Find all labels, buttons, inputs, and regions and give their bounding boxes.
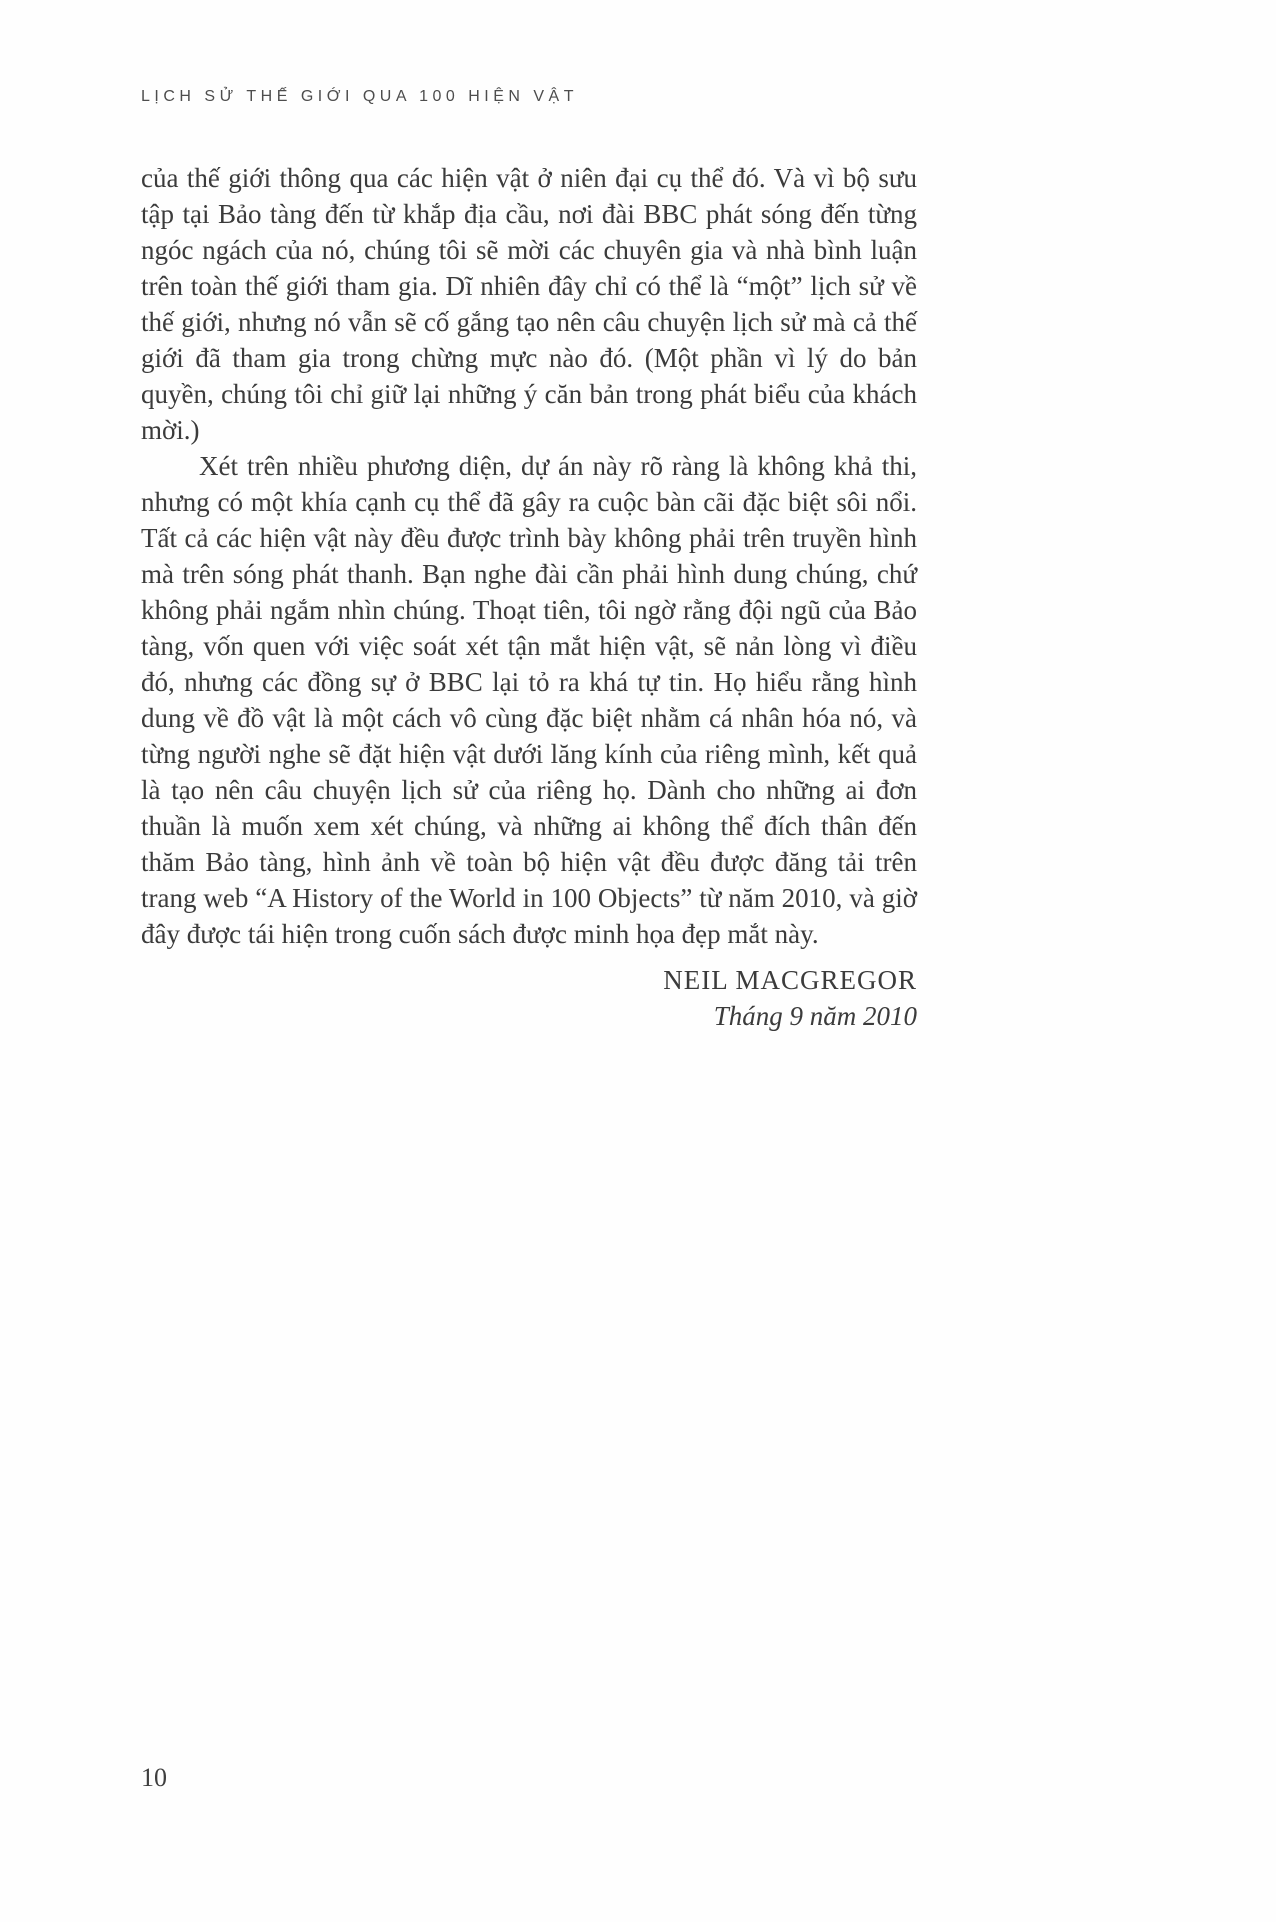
- running-head: LỊCH SỬ THẾ GIỚI QUA 100 HIỆN VẬT: [141, 88, 578, 105]
- signature-block: [141, 962, 917, 1034]
- page-number: 10: [141, 1763, 167, 1792]
- body-paragraph: của thế giới thông qua các hiện vật ở niên đại cụ thể đó. Và vì bộ sưu tập tại Bảo tàng đến từ khắp địa cầu, nơi đài BBC phát sóng đến từng ngóc ngách của nó, chúng tôi sẽ mời các chuyên gia và nhà bình luận trên toàn thế giới tham gia. Dĩ nhiên đây chỉ có thể là “một” lịch sử về thế giới, nhưng nó vẫn sẽ cố gắng tạo nên câu chuyện lịch sử mà cả thế giới đã tham gia trong chừng mực nào đó. (Một phần vì lý do bản quyền, chúng tôi chỉ giữ lại những ý căn bản trong phát biểu của khách mời.): [141, 163, 917, 445]
- signature-name: NEIL MACGREGOR: [663, 965, 917, 995]
- signature-date: Tháng 9 năm 2010: [713, 1001, 917, 1031]
- text-block: [141, 160, 917, 1034]
- body-paragraph: Xét trên nhiều phương diện, dự án này rõ ràng là không khả thi, nhưng có một khía cạnh cụ thể đã gây ra cuộc bàn cãi đặc biệt sôi nổi. Tất cả các hiện vật này đều được trình bày không phải trên truyền hình mà trên sóng phát thanh. Bạn nghe đài cần phải hình dung chúng, chứ không phải ngắm nhìn chúng. Thoạt tiên, tôi ngờ rằng đội ngũ của Bảo tàng, vốn quen với việc soát xét tận mắt hiện vật, sẽ nản lòng vì điều đó, nhưng các đồng sự ở BBC lại tỏ ra khá tự tin. Họ hiểu rằng hình dung về đồ vật là một cách vô cùng đặc biệt nhằm cá nhân hóa nó, và từng người nghe sẽ đặt hiện vật dưới lăng kính của riêng mình, kết quả là tạo nên câu chuyện lịch sử của riêng họ. Dành cho những ai đơn thuần là muốn xem xét chúng, và những ai không thể đích thân đến thăm Bảo tàng, hình ảnh về toàn bộ hiện vật đều được đăng tải trên trang web “A History of the World in 100 Objects” từ năm 2010, và giờ đây được tái hiện trong cuốn sách được minh họa đẹp mắt này.: [141, 451, 917, 949]
